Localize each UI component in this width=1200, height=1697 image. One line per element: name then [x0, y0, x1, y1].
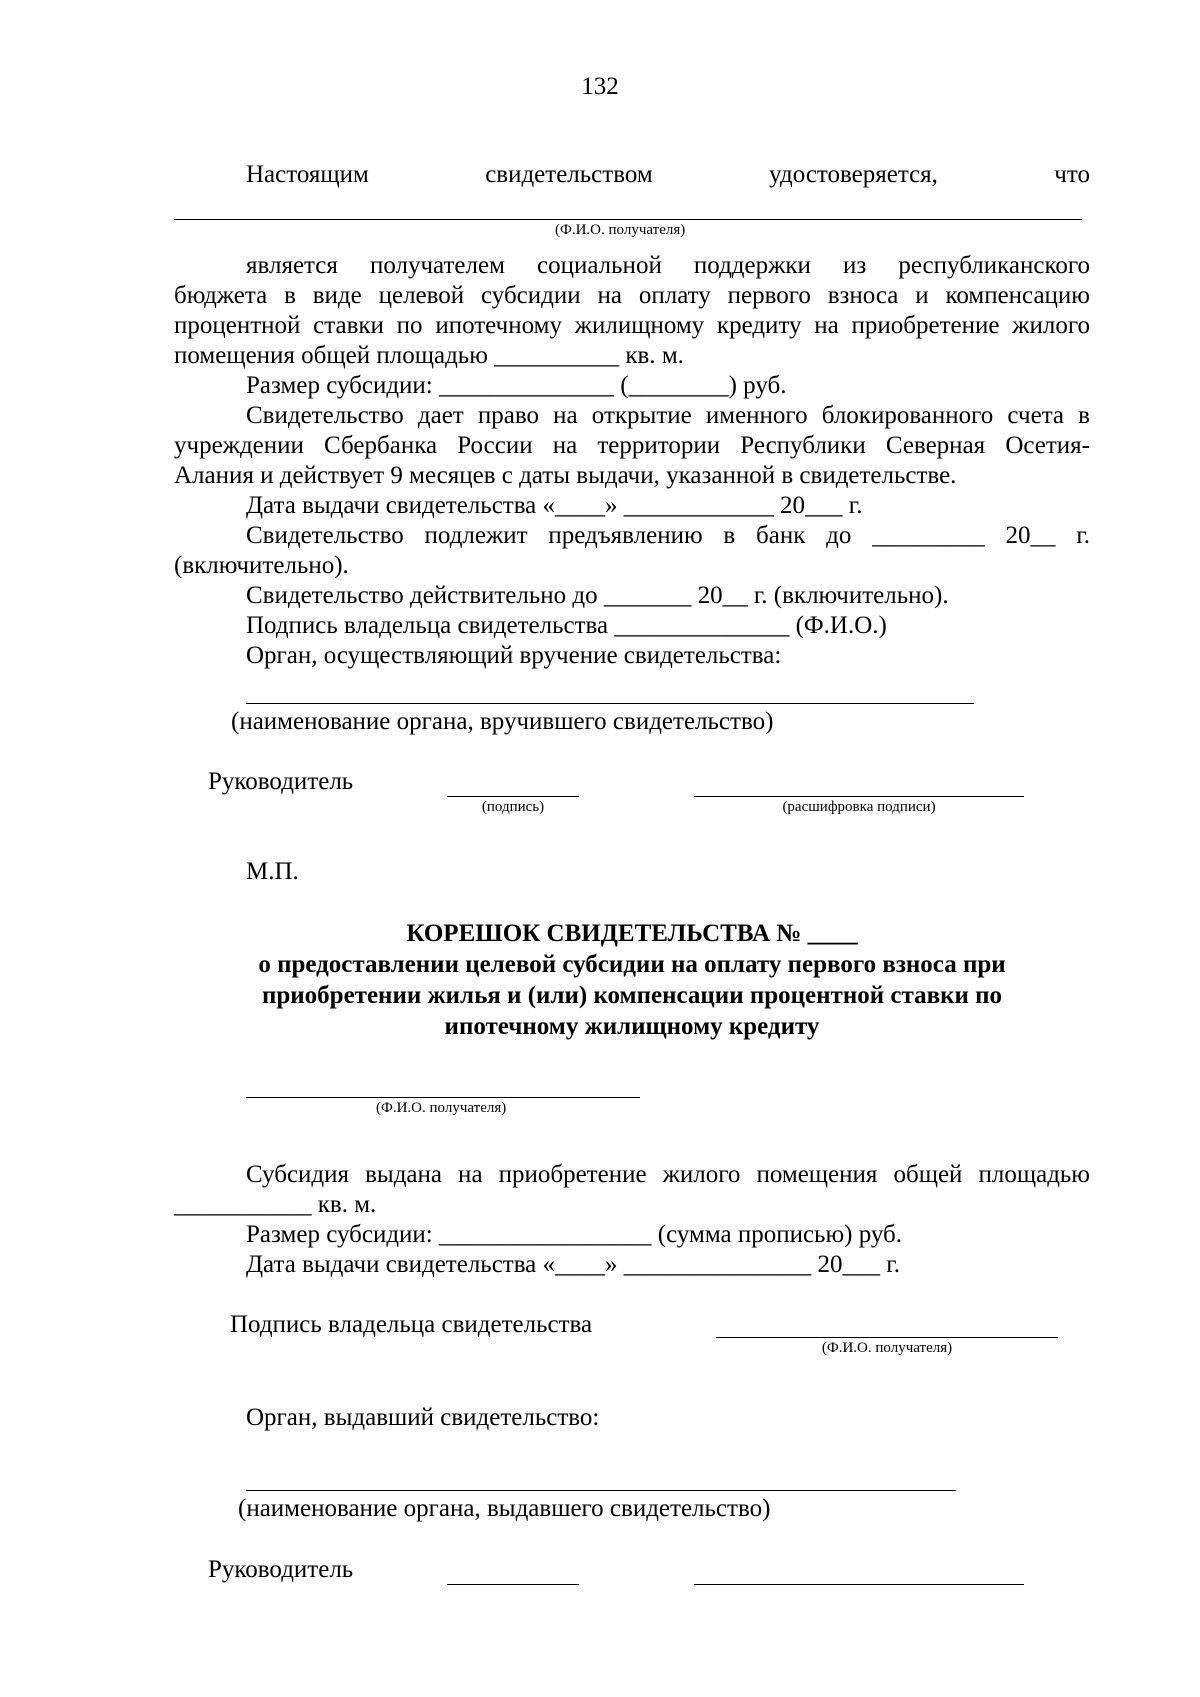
para1-line1: является получателем социальной поддержки из республиканского: [246, 252, 1090, 279]
stub-issuing-body-label: Орган, выдавший свидетельство:: [246, 1404, 600, 1431]
issuing-body-caption: (наименование органа, вручившего свидетельство): [231, 708, 774, 735]
signature-caption: (подпись): [481, 799, 545, 815]
present-line1: Свидетельство подлежит предъявлению в банк до _________ 20__ г.: [246, 522, 1090, 549]
para1-line3: процентной ставки по ипотечному жилищному кредиту на приобретение жилого: [174, 312, 1090, 339]
stub-recipient-line[interactable]: [246, 1097, 640, 1098]
page-number: 132: [581, 73, 619, 100]
valid-until: Свидетельство действительно до _______ 20__ г. (включительно).: [246, 582, 949, 609]
para2-line3: Алания и действует 9 месяцев с даты выдачи, указанной в свидетельстве.: [174, 462, 957, 489]
stub-owner-signature: Подпись владельца свидетельства: [230, 1311, 593, 1338]
issuing-body-line[interactable]: [246, 703, 974, 704]
stub-subtitle-line2: приобретении жилья и (или) компенсации процентной ставки по: [261, 982, 1003, 1009]
stub-subtitle-line1: о предоставлении целевой субсидии на оплату первого взноса при: [258, 951, 1006, 978]
stub-decode-line[interactable]: [694, 1584, 1024, 1585]
owner-signature: Подпись владельца свидетельства ______________ (Ф.И.О.): [246, 612, 887, 639]
recipient-name-line[interactable]: [174, 219, 1082, 220]
stub-owner-line[interactable]: [716, 1337, 1058, 1338]
para1-line4: помещения общей площадью __________ кв. м.: [174, 342, 684, 369]
seal-label: М.П.: [246, 858, 299, 885]
intro-word-3: удостоверяется,: [769, 161, 938, 188]
signature-line[interactable]: [447, 796, 579, 797]
head-label: Руководитель: [208, 768, 354, 795]
intro-word-4: что: [1054, 161, 1090, 188]
stub-issuing-body-caption: (наименование органа, выдавшего свидетельство): [238, 1495, 771, 1522]
para1-line2: бюджета в виде целевой субсидии на оплату первого взноса и компенсацию: [174, 282, 1090, 309]
intro-word-2: свидетельством: [485, 161, 653, 188]
present-line2: (включительно).: [174, 552, 349, 579]
decode-line[interactable]: [694, 796, 1024, 797]
para2-line2: учреждении Сбербанка России на территории Республики Северная Осетия-: [174, 432, 1090, 459]
stub-area-line2: ___________ кв. м.: [174, 1191, 377, 1218]
stub-issuing-body-line[interactable]: [246, 1490, 956, 1491]
para2-line1: Свидетельство дает право на открытие именного блокированного счета в: [246, 402, 1090, 429]
stub-subsidy-size: Размер субсидии: _________________ (сумма прописью) руб.: [246, 1221, 903, 1248]
stub-recipient-caption: (Ф.И.О. получателя): [376, 1100, 507, 1116]
stub-title: КОРЕШОК СВИДЕТЕЛЬСТВА № ____: [406, 920, 858, 947]
subsidy-size: Размер субсидии: ______________ (________) руб.: [246, 372, 787, 399]
stub-owner-caption: (Ф.И.О. получателя): [821, 1340, 953, 1356]
intro-word-1: Настоящим: [246, 161, 369, 188]
stub-issue-date: Дата выдачи свидетельства «____» _______________ 20___ г.: [246, 1251, 900, 1278]
recipient-caption: (Ф.И.О. получателя): [555, 222, 686, 238]
intro-line: [246, 160, 1090, 190]
stub-subtitle-line3: ипотечному жилищному кредиту: [444, 1013, 820, 1040]
stub-area-line1: Субсидия выдана на приобретение жилого помещения общей площадью: [246, 1161, 1090, 1188]
stub-head-label: Руководитель: [208, 1556, 354, 1583]
stub-signature-line[interactable]: [447, 1584, 579, 1585]
decode-caption: (расшифровка подписи): [782, 799, 936, 815]
issuing-body-label: Орган, осуществляющий вручение свидетельства:: [246, 642, 782, 669]
issue-date: Дата выдачи свидетельства «____» ____________ 20___ г.: [246, 492, 863, 519]
